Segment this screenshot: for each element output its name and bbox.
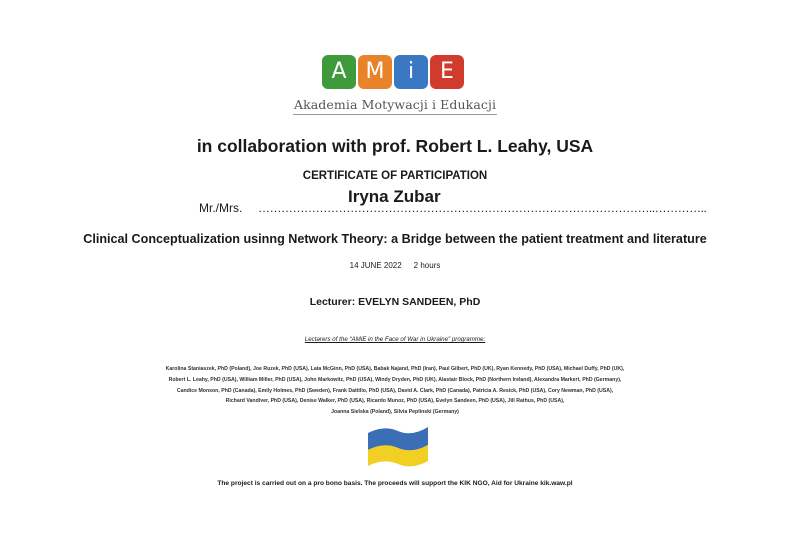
logo-underline [293, 114, 497, 115]
logo-tile-i: i [394, 55, 428, 89]
footer-note: The project is carried out on a pro bono basis. The proceeds will support the KIK NGO, Aid for Ukraine kik.waw.pl [217, 480, 573, 487]
logo-tile-a: A [322, 55, 356, 89]
course-title: Clinical Conceptualization usinng Network Theory: a Bridge between the patient treatment and literature [83, 232, 707, 246]
logo-tile-e: E [430, 55, 464, 89]
recipient-dotted-line: …………………………………………………………………………………………..………….. [258, 201, 707, 215]
certificate-title: CERTIFICATE OF PARTICIPATION [302, 170, 488, 182]
recipient-label: Mr./Mrs. [199, 201, 243, 215]
ukraine-flag [366, 423, 430, 469]
recipient-name: Iryna Zubar [348, 187, 441, 206]
date-row [0, 261, 790, 270]
lecturers-line: Candice Monson, PhD (Canada), Emily Holmes, PhD (Sweden), Frank Dattilio, PhD (USA), David A. Clark, PhD (Canada), Patricia A. Resick, PhD (USA), Cory Newman, PhD (USA), [176, 387, 614, 394]
lecturer-name: Lecturer: EVELYN SANDEEN, PhD [309, 296, 481, 308]
course-duration: 2 hours [413, 261, 441, 270]
collaboration-heading: in collaboration with prof. Robert L. Leahy, USA [196, 136, 594, 156]
course-date: 14 JUNE 2022 [349, 261, 402, 270]
lecturers-line: Robert L. Leahy, PhD (USA), William Miller, PhD (USA), John Markowitz, PhD (USA), Windy Dryden, PhD (UK), Alastair Block, PhD (Northern Ireland), Alexandra Markert, PhD (Germany), [168, 376, 622, 383]
logo-tile-m: M [358, 55, 392, 89]
lecturers-list [0, 364, 790, 418]
logo-subtitle: Akademia Motywacji i Edukacji [293, 97, 497, 112]
lecturers-heading: Lectərers of the “AMiE in the Face of War in Ukraine” programme: [304, 336, 486, 343]
lecturers-line: Joanna Sielska (Poland), Silvia Peplinski (Germany) [331, 409, 459, 416]
lecturers-line: Karolina Staniaszek, PhD (Poland), Joe Ruzek, PhD (USA), Lata McGinn, PhD (USA), Babak Najand, PhD (Iran), Paul Gilbert, PhD (UK), Ryan Kennedy, PhD (USA), Michael Duffy, PhD (UK), [165, 366, 625, 372]
lecturers-line: Richard Vandiver, PhD (USA), Denise Walker, PhD (USA), Ricardo Munoz, PhD (USA), Evelyn Sandeen, PhD (USA), Jill Rathus, PhD (USA), [225, 398, 565, 405]
amie-logo [322, 55, 464, 89]
